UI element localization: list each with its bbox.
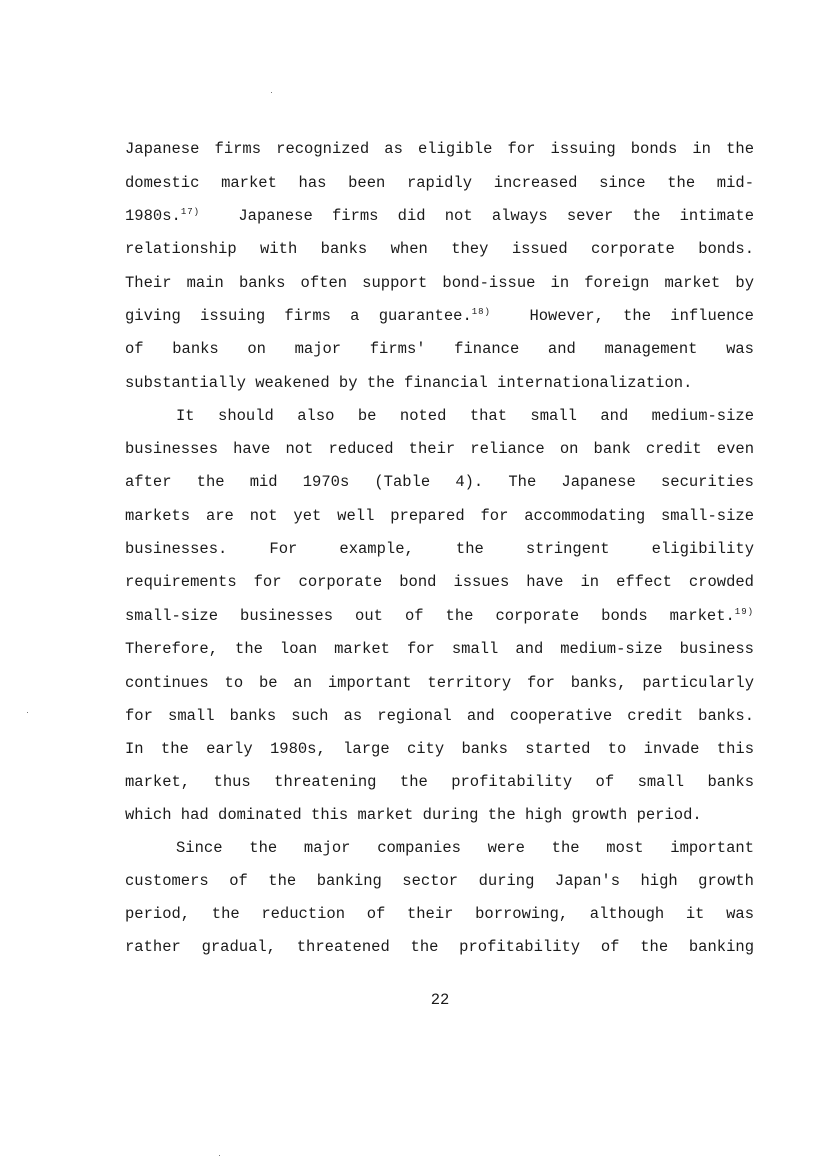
line-segment: 1980s.	[125, 207, 181, 225]
scan-speck	[27, 712, 28, 713]
line-segment: However, the influence	[490, 307, 754, 325]
text-line: Since the major companies were the most important	[176, 839, 754, 857]
text-line: relationship with banks when they issued corporate bonds.	[125, 240, 754, 258]
text-line: rather gradual, threatened the profitability of the banking	[125, 938, 754, 956]
text-line: Therefore, the loan market for small and medium-size business	[125, 640, 754, 658]
page-number: 22	[430, 991, 450, 1009]
text-line: It should also be noted that small and medium-size	[176, 407, 754, 425]
footnote-marker: 18)	[471, 307, 491, 317]
text-line: substantially weakened by the financial internationalization.	[125, 374, 693, 392]
text-line: period, the reduction of their borrowing, although it was	[125, 905, 754, 923]
scan-speck	[271, 92, 272, 93]
line-segment: giving issuing firms a guarantee.	[125, 307, 472, 325]
text-line: requirements for corporate bond issues have in effect crowded	[125, 573, 754, 591]
text-line: Their main banks often support bond-issue in foreign market by	[125, 274, 754, 292]
line-segment: Japanese firms did not always sever the intimate	[200, 207, 754, 225]
text-line	[125, 604, 754, 628]
text-line: continues to be an important territory for banks, particularly	[125, 674, 754, 692]
text-line	[125, 204, 754, 228]
line-segment: small-size businesses out of the corporate bonds market.	[125, 607, 735, 625]
text-line: In the early 1980s, large city banks started to invade this	[125, 740, 754, 758]
footnote-marker: 19)	[734, 607, 754, 617]
text-line: Japanese firms recognized as eligible for issuing bonds in the	[125, 140, 754, 158]
text-line: domestic market has been rapidly increased since the mid-	[125, 174, 754, 192]
text-line: of banks on major firms' finance and management was	[125, 340, 754, 358]
text-line: which had dominated this market during the high growth period.	[125, 806, 702, 824]
footnote-marker: 17)	[180, 207, 201, 217]
scan-speck	[219, 1155, 220, 1156]
text-line: customers of the banking sector during Japan's high growth	[125, 872, 754, 890]
text-line: markets are not yet well prepared for accommodating small-size	[125, 507, 754, 525]
text-line: businesses. For example, the stringent eligibility	[125, 540, 754, 558]
text-line: for small banks such as regional and cooperative credit banks.	[125, 707, 754, 725]
text-line	[125, 304, 754, 328]
text-line: market, thus threatening the profitability of small banks	[125, 773, 754, 791]
text-line: after the mid 1970s (Table 4). The Japanese securities	[125, 473, 754, 491]
text-line: businesses have not reduced their reliance on bank credit even	[125, 440, 754, 458]
